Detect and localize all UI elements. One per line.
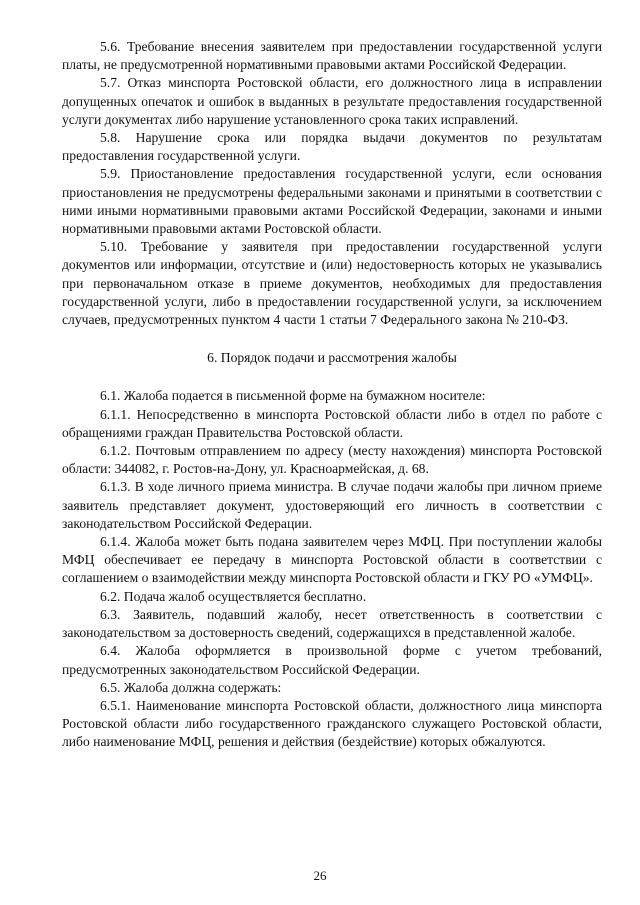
- paragraph-6-4: 6.4. Жалоба оформляется в произвольной форме с учетом требований, предусмотренных законодательством Российской Федерации.: [62, 643, 602, 677]
- document-page: [62, 38, 602, 752]
- paragraph-6-1-1: 6.1.1. Непосредственно в минспорта Ростовской области либо в отдел по работе с обращениями граждан Правительства Ростовской области.: [62, 406, 602, 440]
- page-number: 26: [313, 868, 327, 883]
- paragraph-6-1-3: 6.1.3. В ходе личного приема министра. В случае подачи жалобы при личном приеме заявитель представляет документ, удостоверяющий его личность в соответствии с законодательством Российской Федерации.: [62, 479, 602, 531]
- paragraph-5-7: 5.7. Отказ минспорта Ростовской области, его должностного лица в исправлении допущенных опечаток и ошибок в выданных в результате предоставления государственной услуги документах либо нарушение установленного срока таких исправлений.: [62, 75, 602, 127]
- paragraph-5-9: 5.9. Приостановление предоставления государственной услуги, если основания приостановления не предусмотрены федеральными законами и принятыми в соответствии с ними иными нормативными правовыми актами Российской Федерации, законами и иными нормативными правовыми актами Ростовской области.: [62, 166, 602, 237]
- paragraph-6-3: 6.3. Заявитель, подавший жалобу, несет ответственность в соответствии с законодательством за достоверность сведений, содержащихся в представленной жалобе.: [62, 606, 602, 641]
- paragraph-6-2: 6.2. Подача жалоб осуществляется бесплатно.: [100, 588, 367, 604]
- paragraph-5-8: 5.8. Нарушение срока или порядка выдачи документов по результатам предоставления государственной услуги.: [62, 130, 602, 164]
- paragraph-5-10: 5.10. Требование у заявителя при предоставлении государственной услуги документов или информации, отсутствие и (или) недостоверность которых не указывались при первоначальном отказе в приеме документов, необходимых для предоставления государственной услуги, либо в предоставлении государственной услуги, за исключением случаев, предусмотренных пунктом 4 части 1 статьи 7 Федерального закона № 210-ФЗ.: [62, 239, 602, 328]
- paragraph-6-1-2: 6.1.2. Почтовым отправлением по адресу (месту нахождения) минспорта Ростовской области: 344082, г. Ростов-на-Дону, ул. Красноармейская, д. 68.: [62, 443, 602, 477]
- paragraph-5-6: 5.6. Требование внесения заявителем при предоставлении государственной услуги платы, не предусмотренной нормативными правовыми актами Российской Федерации.: [62, 39, 602, 73]
- paragraph-6-1-4: 6.1.4. Жалоба может быть подана заявителем через МФЦ. При поступлении жалобы МФЦ обеспечивает ее передачу в минспорта Ростовской области в соответствии с соглашением о взаимодействии между минспорта Ростовской области и ГКУ РО «УМФЦ».: [62, 534, 602, 586]
- section-heading: 6. Порядок подачи и рассмотрения жалобы: [207, 350, 457, 366]
- paragraph-6-5: 6.5. Жалоба должна содержать:: [100, 679, 282, 695]
- paragraph-6-5-1: 6.5.1. Наименование минспорта Ростовской области, должностного лица минспорта Ростовской области либо государственного гражданского служащего Ростовской области, либо наименование МФЦ, решения и действия (бездействие) которых обжалуются.: [62, 697, 602, 750]
- paragraph-6-1: 6.1. Жалоба подается в письменной форме на бумажном носителе:: [100, 388, 486, 404]
